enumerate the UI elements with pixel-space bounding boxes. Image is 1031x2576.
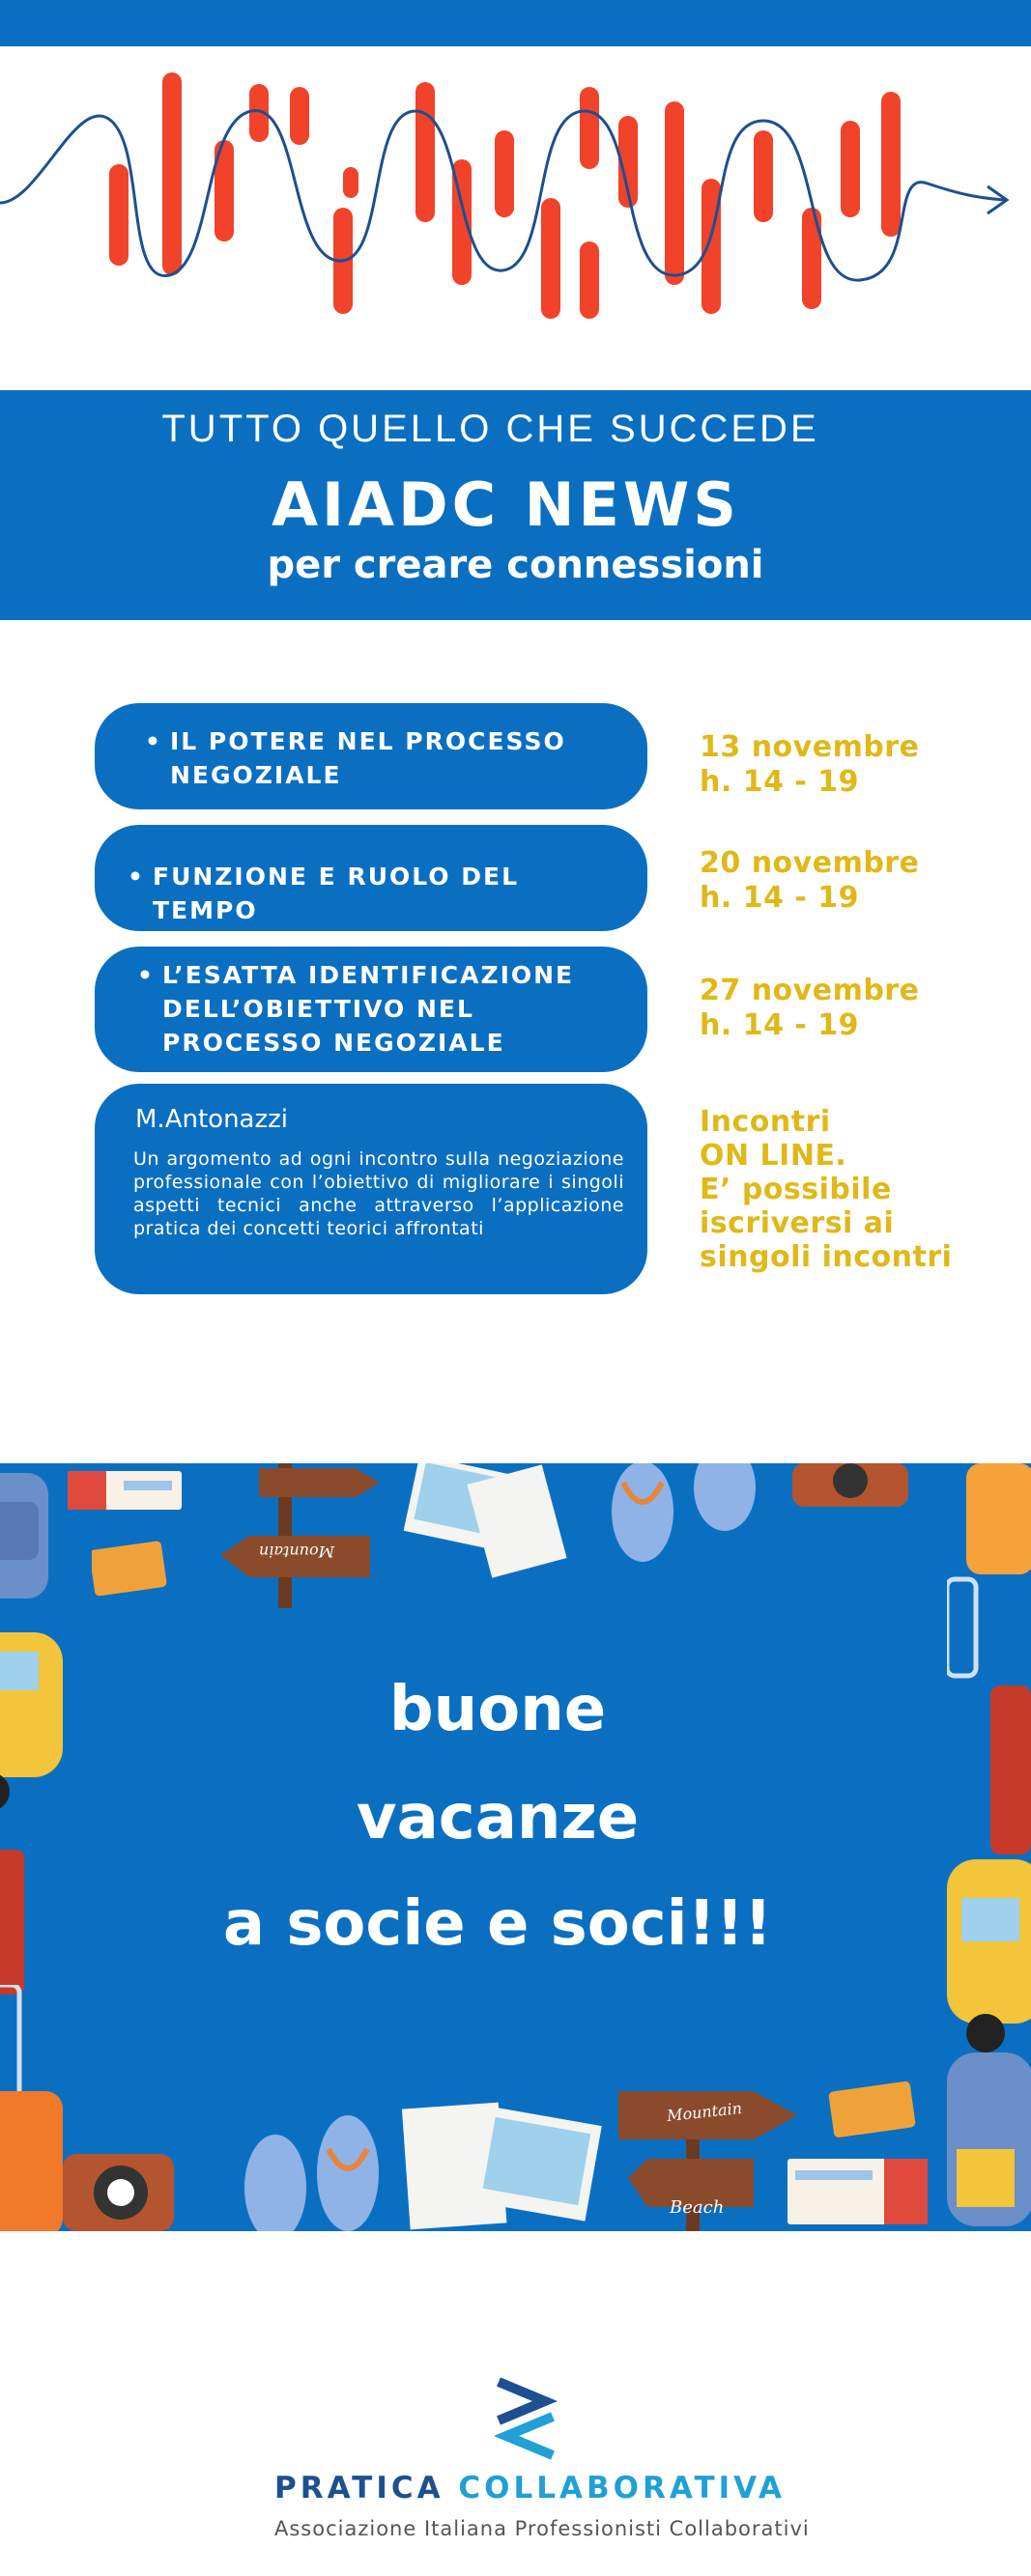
header-banner — [0, 390, 1031, 620]
event-date-3: 27 novembre h. 14 - 19 — [700, 974, 920, 1042]
event-date-2: 20 novembre h. 14 - 19 — [700, 846, 920, 915]
top-bar — [0, 0, 1031, 46]
event-date-1: 13 novembre h. 14 - 19 — [700, 730, 920, 799]
credit-card-icon — [92, 1541, 169, 1599]
event-card-3 — [95, 947, 647, 1072]
brand-name: PRATICA COLLABORATIVA — [274, 2471, 787, 2505]
speaker-name: M.Antonazzi — [135, 1105, 288, 1134]
signpost-top-icon — [211, 1463, 394, 1608]
course-description: Un argomento ad ogni incontro sulla negoziazione professionale con l’obiettivo di migliorare i singoli aspetti tecnici anche attraverso l’applicazione pratica dei concetti teorici affrontati — [133, 1148, 624, 1239]
footer-logo — [0, 2376, 1031, 2540]
photos-icon — [401, 1463, 575, 1579]
flip-flops-bottom-icon — [237, 2110, 401, 2231]
newsletter-subtitle: per creare connessioni — [267, 543, 764, 587]
backpack-bottom-icon — [937, 2052, 1031, 2231]
collaborative-logo-icon — [491, 2376, 560, 2461]
greeting-line-2: vacanze — [356, 1782, 640, 1854]
newsletter-title: AIADC NEWS — [272, 469, 740, 540]
header-kicker: TUTTO QUELLO CHE SUCCEDE — [161, 408, 819, 450]
event-topic: • L’ESATTA IDENTIFICAZIONE DELL’OBIETTIVO NEL PROCESSO NEGOZIALE — [137, 958, 628, 1060]
sound-wave-illustration — [0, 53, 1031, 343]
camera-bottom-icon — [63, 2139, 179, 2231]
event-topic: • IL POTERE NEL PROCESSO NEGOZIALE — [145, 724, 628, 792]
camera-icon — [792, 1463, 908, 1521]
event-card-1 — [95, 703, 647, 809]
flip-flops-icon — [604, 1463, 768, 1570]
ticket-bottom-icon — [788, 2159, 932, 2226]
credit-card-bottom-icon — [826, 2081, 918, 2139]
backpack-icon — [0, 1463, 58, 1608]
brand-tagline: Associazione Italiana Professionisti Collaborativi — [274, 2517, 810, 2540]
event-topic: • FUNZIONE E RUOLO DEL TEMPO — [128, 860, 628, 927]
ticket-icon — [68, 1471, 184, 1519]
sign-label-top: Mountain — [259, 1543, 335, 1561]
vacation-banner — [0, 1463, 1031, 2231]
greeting-line-1: buone — [388, 1674, 607, 1745]
greeting-line-3: a socie e soci!!! — [222, 1888, 773, 1960]
photos-bottom-icon — [401, 2101, 609, 2231]
event-card-2 — [95, 825, 647, 931]
course-info-card — [95, 1084, 647, 1294]
online-note: Incontri ON LINE. E’ possibile iscriversi ai singoli incontri — [700, 1105, 953, 1274]
sign-label-beach: Beach — [670, 2197, 725, 2218]
sign-label-mountain: Mountain — [666, 2098, 743, 2126]
